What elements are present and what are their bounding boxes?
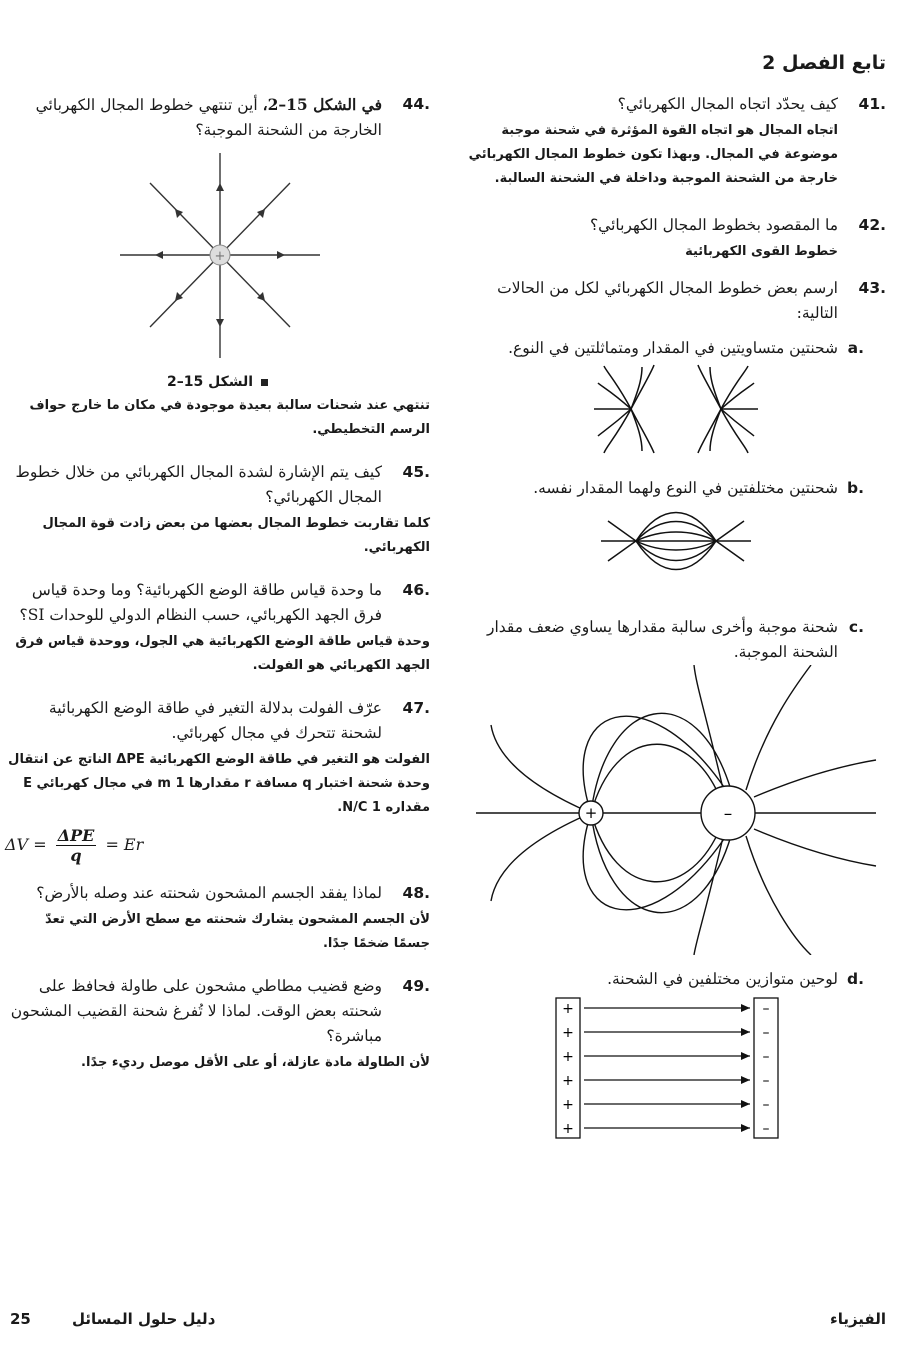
question-42 [466,213,886,264]
part-b [466,476,886,501]
question-number: .46 [402,581,430,599]
question-text: كيف يتم الإشارة لشدة المجال الكهربائي من خلال خطوط المجال الكهربائي؟ [15,463,382,506]
right-column [466,92,886,1142]
plate-plus-sign: + [562,1073,574,1089]
caption-square-icon [261,379,268,386]
answer-text: خطوط القوى الكهربائية [685,244,838,259]
left-column [5,92,430,1075]
part-letter: .c [848,618,864,636]
question-text: لماذا يفقد الجسم المشحون شحنته عند وصله بالأرض؟ [36,884,382,902]
answer-text: لأن الطاولة مادة عازلة، أو على الأقل موصل رديء جدًا. [81,1055,430,1070]
question-number: .42 [858,216,886,234]
formula-denominator: q [70,846,82,865]
part-text: شحنة موجبة وأخرى سالبة مقدارها يساوي ضعف مقدار الشحنة الموجبة. [486,618,838,661]
unequal-charges-field-diagram [466,665,886,955]
answer-text: تنتهي عند شحنات سالبة بعيدة موجودة في مكان ما خارج حواف الرسم التخطيطي. [29,398,430,437]
question-47 [5,696,430,746]
plate-minus-sign: – [762,1025,770,1041]
positive-charge-sign: + [584,804,598,822]
plate-plus-sign: + [562,1025,574,1041]
answer-text: اتجاه المجال هو اتجاه القوة المؤثرة في شحنة موجبة موضوعة في المجال. وبهذا تكون خطوط المجال الكهربائي خارجة من الشحنة الموجبة وداخلة في الشحنة السالبة. [468,123,838,186]
voltage-formula: ΔV = ΔPE q = Er [5,826,144,865]
footer-page-number: 25 [10,1310,31,1328]
question-text: كيف يحدّد اتجاه المجال الكهربائي؟ [617,95,838,113]
footer-guide: دليل حلول المسائل [72,1310,216,1328]
page-header-title: تابع الفصل 2 [762,52,886,74]
question-number: .47 [402,699,430,717]
parallel-plates-field-diagram [466,992,886,1142]
plate-minus-sign: – [762,1121,770,1137]
question-number: .49 [402,977,430,995]
part-c [466,615,886,665]
formula-numerator: ΔPE [57,826,95,845]
positive-charge-field-diagram [5,143,430,368]
question-number: .45 [402,463,430,481]
answer-text: الفولت هو التغير في طاقة الوضع الكهربائية ΔPE الناتج عن انتقال وحدة شحنة اختبار q مسافة r مقدارها 1 m في مجال كهربائي E مقداره 1 N/C. [8,752,430,815]
answer-text: كلما تقاربت خطوط المجال بعضها من بعض زادت قوة المجال الكهربائي. [42,516,430,555]
question-43 [466,276,886,326]
part-letter: .a [847,339,864,357]
question-49 [5,974,430,1049]
plate-minus-sign: – [762,1001,770,1017]
opposite-charges-field-diagram [466,501,886,581]
question-number: .44 [402,95,430,113]
question-text: في الشكل 15–2، أين تنتهي خطوط المجال الكهربائي الخارجة من الشحنة الموجبة؟ [35,95,382,139]
question-text: عرّف الفولت بدلالة التغير في طاقة الوضع الكهربائية لشحنة تتحرك في مجال كهربائي. [48,699,382,742]
plate-plus-sign: + [562,1049,574,1065]
question-48 [5,881,430,906]
question-text: ما المقصود بخطوط المجال الكهربائي؟ [589,216,838,234]
figure-reference: في الشكل 15–2، [262,95,382,114]
footer-subject: الفيزياء [830,1310,886,1328]
like-charges-field-diagram [466,361,886,456]
plate-minus-sign: – [762,1073,770,1089]
question-45 [5,460,430,510]
part-a [466,336,886,361]
plate-plus-sign: + [562,1001,574,1017]
question-number: .41 [858,95,886,113]
question-text: ارسم بعض خطوط المجال الكهربائي لكل من الحالات التالية: [497,279,838,322]
figure-caption: الشكل 15–2 [5,374,430,390]
part-text: شحنتين متساويتين في المقدار ومتماثلتين في النوع. [508,339,838,357]
question-44 [5,92,430,143]
question-41 [466,92,886,191]
question-text: وضع قضيب مطاطي مشحون على طاولة فحافظ على شحنته بعض الوقت. لماذا لا تُفرغ شحنة القضيب المشحون مباشرة؟ [10,977,382,1045]
question-46 [5,578,430,628]
answer-text: وحدة قياس طاقة الوضع الكهربائية هي الجول، ووحدة قياس فرق الجهد الكهربائي هو الفولت. [15,634,430,673]
question-number: .48 [402,884,430,902]
part-d [466,967,886,992]
plate-minus-sign: – [762,1097,770,1113]
question-number: .43 [858,279,886,297]
question-text: ما وحدة قياس طاقة الوضع الكهربائية؟ وما وحدة قياس فرق الجهد الكهربائي، حسب النظام الدولي للوحدات SI؟ [19,581,382,624]
part-letter: .b [847,479,864,497]
negative-charge-sign: – [723,804,733,824]
part-text: لوحين متوازين مختلفين في الشحنة. [607,970,838,988]
answer-text: لأن الجسم المشحون يشارك شحنته مع سطح الأرض التي تعدّ جسمًا ضخمًا جدًا. [45,912,430,951]
positive-charge-sign: + [214,249,226,264]
plate-plus-sign: + [562,1097,574,1113]
plate-minus-sign: – [762,1049,770,1065]
part-letter: .d [847,970,864,988]
plate-plus-sign: + [562,1121,574,1137]
part-text: شحنتين مختلفتين في النوع ولهما المقدار نفسه. [533,479,838,497]
